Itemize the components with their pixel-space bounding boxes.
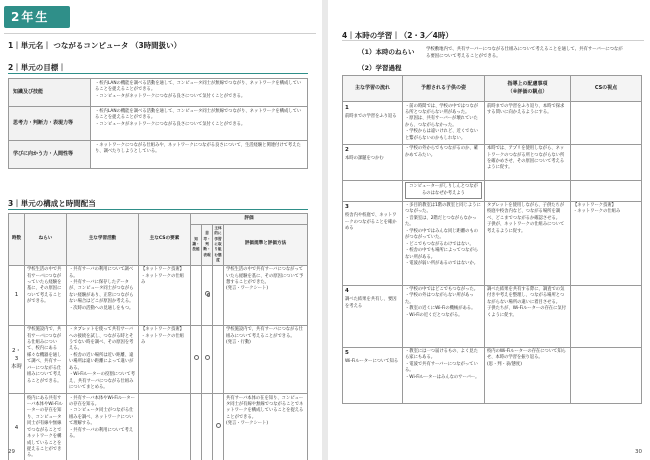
support-cell xyxy=(485,180,571,201)
goal-row xyxy=(9,141,308,169)
flow-cell xyxy=(343,347,403,403)
col-aim: ねらい xyxy=(25,214,67,266)
reaction-cell: ・学校の中ではどこでもつながった。 ・学校の外はつながらない所があった。 ・教室の近くにWi-Fiの機械がある。 ・Wi-Fiの近くだとつながる。 xyxy=(403,285,485,347)
section-lesson-title: 4｜本時の学習｜（2・3／4時） xyxy=(342,31,453,40)
eval-knowledge xyxy=(191,394,202,460)
plan-criteria: 共有サーバ本体の在を知り、コンピュータ同士が有線や無線でつながることでネットワークを構成していることを捉えることができる。 (発言・ワークシート) xyxy=(224,394,308,460)
col-cs-view: CSの視点 xyxy=(571,76,642,102)
goal-text: ・校内LANの機能を調べる活動を通して、コンピュータ同士が無線でつながり、ネットワークを構成していることを捉えることができる。 ・コンピュータがネットワークにつながる良さについて気付くことができる。 xyxy=(91,107,308,141)
step-text: 前時までの学習をふり返る xyxy=(345,113,397,119)
col-flow: 主な学習の流れ xyxy=(343,76,403,102)
step-text: Wi-Fiルーターについて知る xyxy=(345,359,399,365)
col-eval: 評価 xyxy=(191,214,308,225)
eval-knowledge xyxy=(191,265,202,325)
lesson-row xyxy=(343,285,642,347)
support-cell: タブレットを使用しながら、子供たちが校庭や校舎内など、つながる場所を調べ、どこまでつながるか確認させる。 子供が、ネットワークの仕組みについて考えるように促す。 xyxy=(485,201,571,285)
unit-title: 1｜単元名｜ つながるコンピュータ （3時間扱い） xyxy=(8,41,182,50)
section-goals-title: 2｜単元の目標｜ xyxy=(8,63,66,72)
grade-label: 2年生 xyxy=(4,6,70,28)
col-cs: 主なCSの要素 xyxy=(139,214,191,266)
col-support: 指導上の配慮事項 （※評価の観点） xyxy=(485,76,571,102)
flow-cell xyxy=(343,180,403,201)
plan-aim: 学校生活の中で共有サーバにつながっていたら経験を基に、その原因について考えることができる。 xyxy=(25,265,67,325)
lesson-row xyxy=(343,180,642,201)
cs-cell xyxy=(571,347,642,403)
plan-cs xyxy=(139,394,191,460)
plan-aim: 学校施設内で、共有サーバにつながる仕組みについて、校内にある様々な機器を通して調べ、共有サーバーにつながる仕組みについて考えることができる。 xyxy=(25,325,67,393)
lesson-row xyxy=(343,201,642,285)
goal-text: ・ネットワークにつながる仕組みや、ネットワークにつながる良さについて、生活経験と関連付けて考えたり、調べたりしようとしている。 xyxy=(91,141,308,169)
lesson-aim-text: 学校敷地内で、共有サーバーにつながる仕組みについて考えることを通して、共有サーバーにつながる要因について考えることができる。 xyxy=(426,47,623,59)
page-number: 29 xyxy=(8,449,15,455)
reaction-cell xyxy=(403,180,485,201)
lesson-process-label: （2）学習過程 xyxy=(358,64,402,72)
reaction-cell: ・教室には一つ届けるもの、よく見たら家にもある。 ・電波で共有サーバーにつながっている。 ・Wi-Fiルーターはみんなのサーバー。 xyxy=(403,347,485,403)
plan-criteria: 学校生活の中で共有サーバにつながっていたら経験を基に、その原因について予想することができた。 (発言・ワークシート) xyxy=(224,265,308,325)
plan-table xyxy=(8,213,308,460)
section-plan-title: 3｜単元の構成と時間配当 xyxy=(8,199,96,208)
support-cell: 調べた結果を共有する際に、調査での気付きや考えを整理し、つながる場所とつながらない場所の違いに着目させる。 子供たちが、Wi-Fiルーターの存在に気付くように促す。 xyxy=(485,285,571,347)
col-attitude: 主体的に学習に取り組む態度 xyxy=(213,224,224,265)
lesson-aim-label: （1）本時のねらい xyxy=(358,48,415,56)
cs-cell xyxy=(571,102,642,145)
section-goals-rule xyxy=(8,73,308,74)
step-text: 本時の課題をつかむ xyxy=(345,156,384,162)
goal-row xyxy=(9,79,308,107)
plan-activity: ・共有サーバの利用について調べる。 ・共有サーバに保存したデータが、コンピュータ同士がつながらない経験があり、正常につながらない場合はどこが原因か考える。 ・次時の活動への見通しをもつ。 xyxy=(67,265,139,325)
goals-table xyxy=(8,78,308,169)
step-number: 2 xyxy=(345,147,349,154)
lesson-row xyxy=(343,347,642,403)
lesson-row xyxy=(343,144,642,180)
step-number: 3 xyxy=(345,204,349,210)
eval-knowledge xyxy=(191,325,202,393)
goal-label: 知識及び技能 xyxy=(9,79,91,107)
eval-thinking xyxy=(202,325,213,393)
eval-thinking xyxy=(202,394,213,460)
plan-row xyxy=(9,325,308,393)
col-thinking: 思考・判断・表現 xyxy=(202,224,213,265)
goal-text: ・校内LANの機能を調べる活動を通して、コンピュータ同士が無線でつながり、ネットワークを構成していることを捉えることができる。 ・コンピュータがネットワークにつながる良さについて気付くことができる。 xyxy=(91,79,308,107)
circle-mark xyxy=(194,355,199,360)
flow-cell xyxy=(343,201,403,285)
step-text: 校舎内や校庭で、ネットワークのつながることを確かめる xyxy=(345,213,397,232)
page-number: 30 xyxy=(635,449,642,455)
col-activity: 主な学習活動 xyxy=(67,214,139,266)
reaction-cell: ・多目的教室は1階の教室と同じようにつながった。 ・音楽室は、2階だとつながらなかった。 ・学校の中ではみんな同じ距離のものがつながっていた。 ・どこでもつながるわけではない。 ・校舎の中でも場所によってつながらない所がある。 ・電波が弱い所があるのではないか。 xyxy=(403,201,485,285)
col-reaction: 予想される子供の姿 xyxy=(403,76,485,102)
double-circle-mark xyxy=(205,291,210,296)
step-number: 4 xyxy=(345,288,349,294)
header-divider xyxy=(4,33,316,34)
plan-cs: 【ネットワーク技術】 ・ネットワークの仕組み xyxy=(139,265,191,325)
plan-activity: ・タブレットを使って共有サーバへの接続を試し、つながる時とそうでない時を調べ、その原因を考える。 ・校舎の近い場所は近い距離、遠い場所は遠い距離によって違いがある。 ・Wi-Fiルーターの役割について考え、共有サーバにつながる仕組みについてまとめる。 xyxy=(67,325,139,393)
eval-attitude xyxy=(213,265,224,325)
lesson-table xyxy=(342,75,642,404)
col-knowledge: 知識・技能 xyxy=(191,224,202,265)
lesson-question-box: コンピューターがしりしんとつながるのはなぜか考えよう xyxy=(405,182,482,199)
circle-mark xyxy=(205,355,210,360)
plan-hour: 2・3 本時 xyxy=(9,325,25,393)
support-cell: 校内のWi-Fiルーターの存在について知らせ、本時の学習を振り返る。 (思・判・表/態度) xyxy=(485,347,571,403)
flow-cell xyxy=(343,102,403,145)
goal-label: 思考力・判断力・表現力等 xyxy=(9,107,91,141)
col-criteria: 評価規準と評価方法 xyxy=(224,224,308,265)
section-lesson-rule xyxy=(342,40,644,41)
plan-criteria: 学校施設内で、共有サーバにつながる仕組みについて考えることができる。 (発言・行動) xyxy=(224,325,308,393)
plan-hour: 1 xyxy=(9,265,25,325)
section-plan-rule xyxy=(8,209,308,210)
plan-cs: 【ネットワーク技術】 ・ネットワークの仕組み xyxy=(139,325,191,393)
support-cell: 本時では、アプリを使用しながら、ネットワークのつながる所とつながらない所を確かめさせ、その原因について考えるように促す。 xyxy=(485,144,571,180)
plan-hour: 4 xyxy=(9,394,25,460)
eval-thinking xyxy=(202,265,213,325)
circle-mark xyxy=(216,423,221,428)
flow-cell xyxy=(343,285,403,347)
reaction-cell: ・前の時間では、学校の中ではつながる所とつながらない所があった。 ・原因は、共有サーバーが壊れていたから、つながらなかった。 ・学校からは遠いけれど、近くでないと繋がらないのかもしれない。 xyxy=(403,102,485,145)
plan-aim: 校内にある共有サーバ本体やWi-Fiルーターの存在を知り、コンピュータ同士が有線や無線でつながることでネットワークを構成していることを捉えることができる。 xyxy=(25,394,67,460)
eval-attitude xyxy=(213,325,224,393)
plan-row xyxy=(9,265,308,325)
cs-cell xyxy=(571,180,642,201)
eval-attitude xyxy=(213,394,224,460)
plan-row xyxy=(9,394,308,460)
goal-row xyxy=(9,107,308,141)
goal-label: 学びに向かう力・人間性等 xyxy=(9,141,91,169)
step-number: 5 xyxy=(345,350,349,356)
step-number: 1 xyxy=(345,104,349,111)
left-page xyxy=(0,0,322,460)
col-hour: 時数 xyxy=(9,214,25,266)
reaction-cell: ・学校の外からでもつながるのか、確かめてみたい。 xyxy=(403,144,485,180)
support-cell: 前時までの学習をふり返り、本時で探求する問いに向かえるようにする。 xyxy=(485,102,571,145)
right-page xyxy=(328,0,650,460)
cs-cell xyxy=(571,144,642,180)
cs-cell: 【ネットワーク技術】 ・ネットワークの仕組み xyxy=(571,201,642,285)
plan-activity: ・共有サーバ本体やWi-Fiルーターの存在を知る。 ・コンピュータ同士がつながる仕組みを調べ、ネットワークについて理解する。 ・共有サーバの利用について考える。 xyxy=(67,394,139,460)
cs-cell xyxy=(571,285,642,347)
step-text: 調べた結果を共有し、要因を考える xyxy=(345,297,397,309)
flow-cell xyxy=(343,144,403,180)
lesson-row xyxy=(343,102,642,145)
